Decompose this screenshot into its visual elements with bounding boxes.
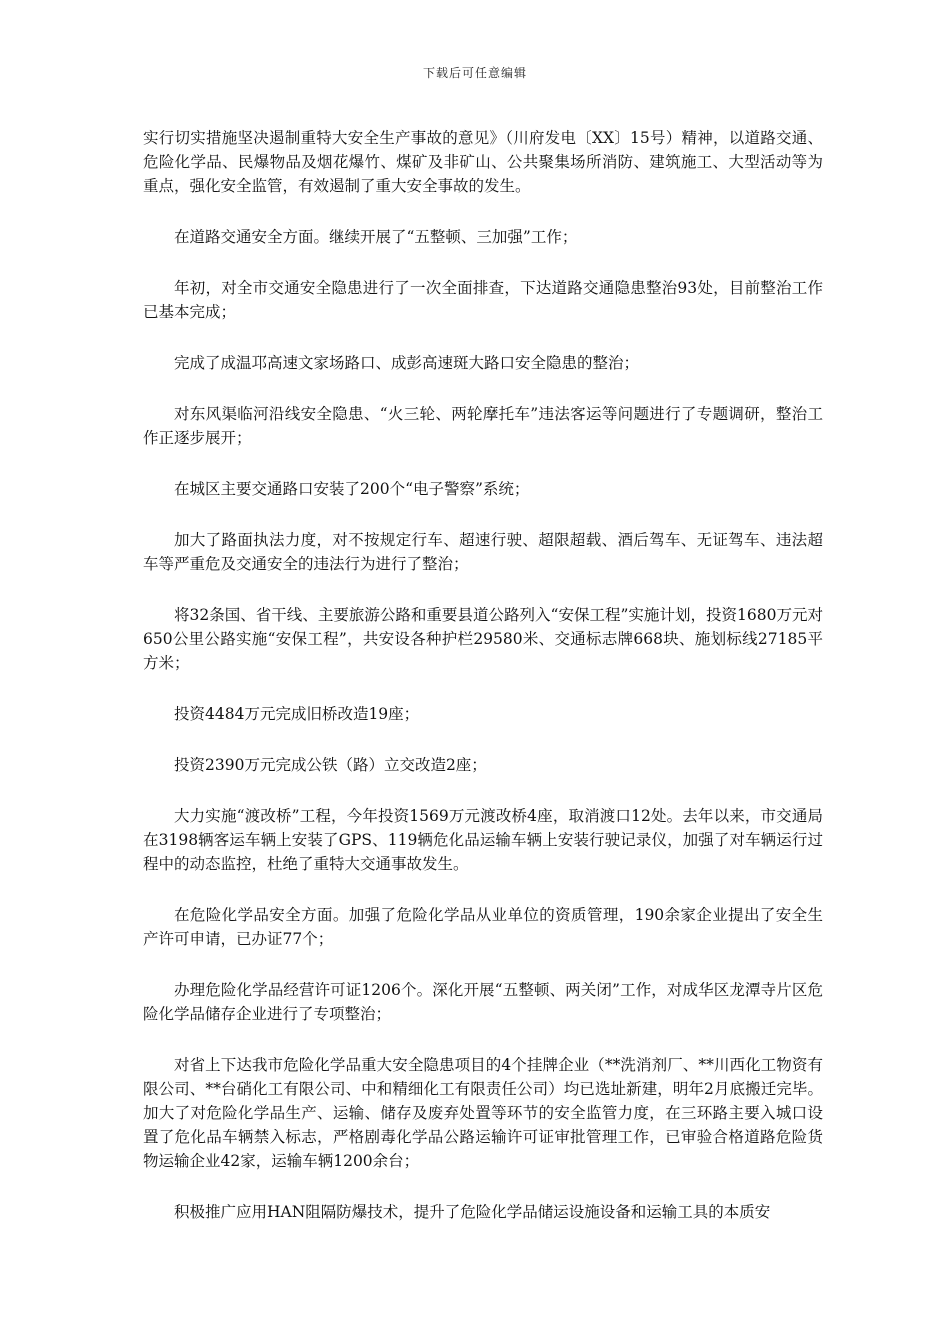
paragraph: 积极推广应用HAN阻隔防爆技术，提升了危险化学品储运设施设备和运输工具的本质安	[174, 1203, 771, 1221]
paragraph: 将32条国、省干线、主要旅游公路和重要县道公路列入“安保工程”实施计划，投资1680万元对650公里公路实施“安保工程”，共安设各种护栏29580米、交通标志牌668块、施划标线27185平方米；	[143, 606, 823, 672]
paragraph: 加大了路面执法力度，对不按规定行车、超速行驶、超限超载、酒后驾车、无证驾车、违法超车等严重危及交通安全的违法行为进行了整治；	[143, 531, 823, 573]
paragraph: 办理危险化学品经营许可证1206个。深化开展“五整顿、两关闭”工作，对成华区龙潭寺片区危险化学品储存企业进行了专项整治；	[143, 981, 823, 1023]
paragraph: 实行切实措施坚决遏制重特大安全生产事故的意见》（川府发电〔XX〕15号）精神，以道路交通、危险化学品、民爆物品及烟花爆竹、煤矿及非矿山、公共聚集场所消防、建筑施工、大型活动等为重点，强化安全监管，有效遏制了重大安全事故的发生。	[143, 129, 823, 195]
paragraph: 完成了成温邛高速文家场路口、成彭高速斑大路口安全隐患的整治；	[174, 354, 640, 372]
paragraph: 投资2390万元完成公铁（路）立交改造2座；	[174, 756, 487, 774]
document-body	[143, 126, 823, 1251]
paragraph: 在城区主要交通路口安装了200个“电子警察”系统；	[174, 480, 530, 498]
paragraph: 年初，对全市交通安全隐患进行了一次全面排查，下达道路交通隐患整治93处，目前整治工作已基本完成；	[143, 279, 823, 321]
paragraph: 投资4484万元完成旧桥改造19座；	[174, 705, 420, 723]
paragraph: 大力实施“渡改桥”工程，今年投资1569万元渡改桥4座，取消渡口12处。去年以来，市交通局在3198辆客运车辆上安装了GPS、119辆危化品运输车辆上安装行驶记录仪，加强了对车辆运行过程中的动态监控，杜绝了重特大交通事故发生。	[143, 807, 823, 873]
paragraph: 在危险化学品安全方面。加强了危险化学品从业单位的资质管理，190余家企业提出了安全生产许可申请，已办证77个；	[143, 906, 823, 948]
paragraph: 对东风渠临河沿线安全隐患、“火三轮、两轮摩托车”违法客运等问题进行了专题调研，整治工作正逐步展开；	[143, 405, 823, 447]
paragraph: 在道路交通安全方面。继续开展了“五整顿、三加强”工作；	[174, 228, 578, 246]
page-header-note: 下载后可任意编辑	[422, 66, 527, 80]
paragraph: 对省上下达我市危险化学品重大安全隐患项目的4个挂牌企业（**洗消剂厂、**川西化工物资有限公司、**台硝化工有限公司、中和精细化工有限责任公司）均已选址新建，明年2月底搬迁完毕。加大了对危险化学品生产、运输、储存及废弃处置等环节的安全监管力度，在三环路主要入城口设置了危化品车辆禁入标志，严格剧毒化学品公路运输许可证审批管理工作，已审验合格道路危险货物运输企业42家，运输车辆1200余台；	[143, 1056, 823, 1170]
